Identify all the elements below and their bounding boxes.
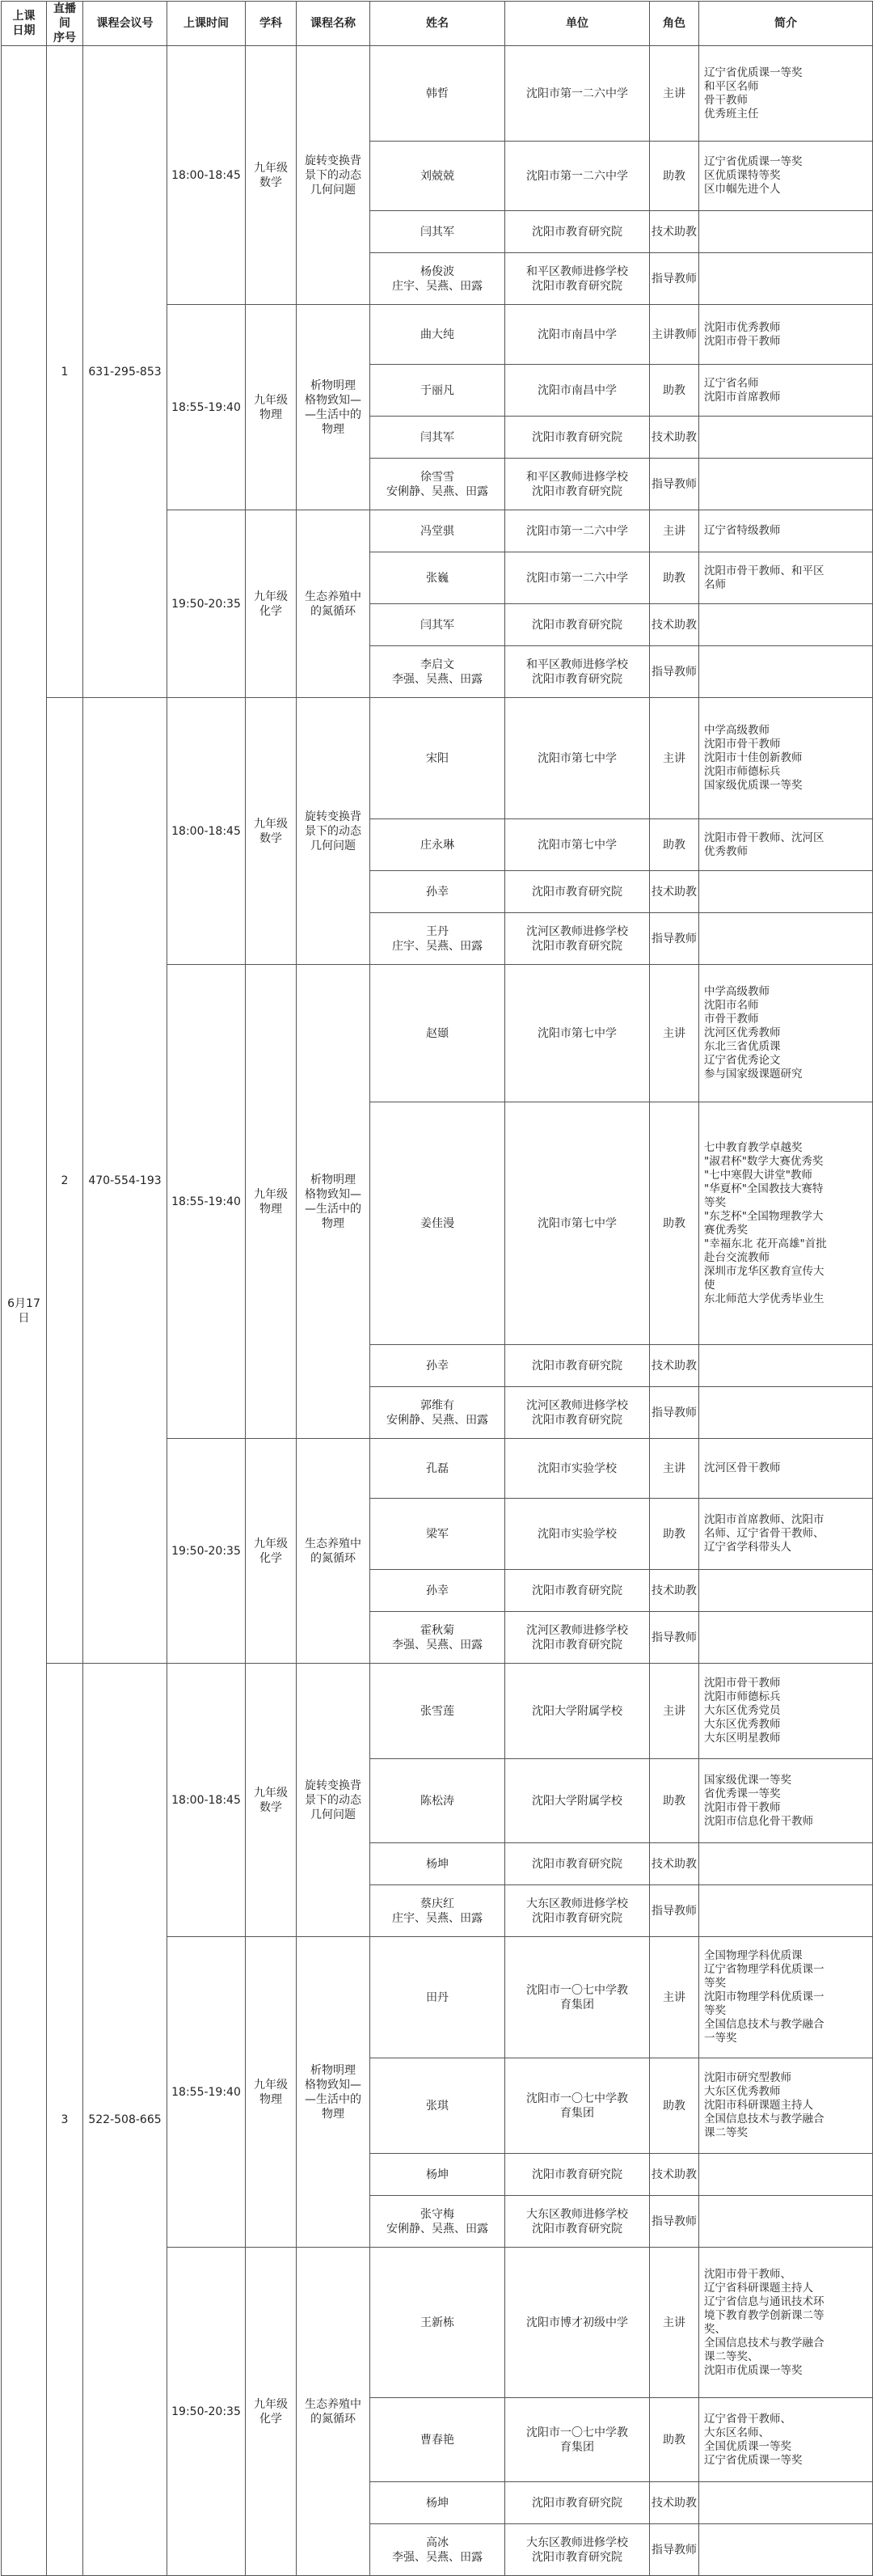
person-role: 技术助教 <box>650 211 699 253</box>
person-role: 指导教师 <box>650 459 699 510</box>
person-name: 刘兢兢 <box>370 142 505 211</box>
person-name: 闫其军 <box>370 417 505 459</box>
person-role: 主讲 <box>650 46 699 142</box>
table-row <box>2 46 873 142</box>
person-intro: 中学高级教师 沈阳市骨干教师 沈阳市十佳创新教师 沈阳市师德标兵 国家级优质课一等奖 <box>699 698 873 819</box>
header-row <box>2 2 873 46</box>
person-org: 沈阳市第七中学 <box>505 698 650 819</box>
person-org: 沈阳市第七中学 <box>505 819 650 871</box>
person-org: 沈阳市一〇七中学教 育集团 <box>505 1937 650 2058</box>
session-seq: 2 <box>47 698 83 1664</box>
person-intro: 辽宁省名师 沈阳市首席教师 <box>699 365 873 417</box>
person-role: 指导教师 <box>650 1885 699 1937</box>
person-name: 孙幸 <box>370 1345 505 1387</box>
person-name: 闫其军 <box>370 211 505 253</box>
header-time: 上课时间 <box>167 2 246 46</box>
header-date: 上课 日期 <box>2 2 47 46</box>
class-time: 18:55-19:40 <box>167 305 246 510</box>
person-org: 沈阳市第一二六中学 <box>505 46 650 142</box>
person-org: 和平区教师进修学校 沈阳市教育研究院 <box>505 459 650 510</box>
person-intro <box>699 604 873 646</box>
person-name: 霍秋菊 李强、吴燕、田露 <box>370 1612 505 1664</box>
person-intro: 沈阳市骨干教师、沈河区 优秀教师 <box>699 819 873 871</box>
person-org: 沈阳大学附属学校 <box>505 1759 650 1843</box>
class-subject: 九年级 数学 <box>246 1664 297 1937</box>
person-name: 杨坤 <box>370 1843 505 1885</box>
person-name: 张守梅 安俐静、吴燕、田露 <box>370 2196 505 2248</box>
course-name: 析物明理 格物致知— —生活中的 物理 <box>297 305 370 510</box>
session-seq: 3 <box>47 1664 83 2576</box>
date-cell: 6月17日 <box>2 46 47 2576</box>
person-intro <box>699 2196 873 2248</box>
person-name: 王丹 庄宇、吴燕、田露 <box>370 913 505 965</box>
person-name: 赵頲 <box>370 965 505 1102</box>
person-intro: 辽宁省优质课一等奖 区优质课特等奖 区巾帼先进个人 <box>699 142 873 211</box>
header-intro: 简介 <box>699 2 873 46</box>
person-intro: 中学高级教师 沈阳市名师 市骨干教师 沈河区优秀教师 东北三省优质课 辽宁省优秀论文 参与国家级课题研究 <box>699 965 873 1102</box>
person-org: 沈阳市南昌中学 <box>505 365 650 417</box>
class-time: 19:50-20:35 <box>167 1439 246 1664</box>
person-role: 主讲教师 <box>650 305 699 365</box>
person-role: 技术助教 <box>650 1570 699 1612</box>
person-role: 助教 <box>650 1102 699 1345</box>
person-name: 张雪莲 <box>370 1664 505 1759</box>
person-org: 沈阳市实验学校 <box>505 1439 650 1499</box>
person-org: 沈阳市第七中学 <box>505 1102 650 1345</box>
person-intro <box>699 646 873 698</box>
person-name: 田丹 <box>370 1937 505 2058</box>
header-subject: 学科 <box>246 2 297 46</box>
person-intro <box>699 211 873 253</box>
person-role: 指导教师 <box>650 913 699 965</box>
person-name: 杨俊波 庄宇、吴燕、田露 <box>370 253 505 305</box>
person-intro: 沈阳市研究型教师 大东区优秀教师 沈阳市科研课题主持人 全国信息技术与教学融合 课二等奖 <box>699 2058 873 2154</box>
person-name: 曲大纯 <box>370 305 505 365</box>
person-intro <box>699 1387 873 1439</box>
person-role: 主讲 <box>650 510 699 552</box>
person-intro: 辽宁省优质课一等奖 和平区名师 骨干教师 优秀班主任 <box>699 46 873 142</box>
person-org: 沈阳大学附属学校 <box>505 1664 650 1759</box>
person-org: 沈阳市教育研究院 <box>505 417 650 459</box>
table-row <box>2 698 873 819</box>
person-role: 指导教师 <box>650 2524 699 2576</box>
person-role: 技术助教 <box>650 1345 699 1387</box>
person-org: 沈河区教师进修学校 沈阳市教育研究院 <box>505 1612 650 1664</box>
course-name: 旋转变换背 景下的动态 几何问题 <box>297 1664 370 1937</box>
person-org: 沈阳市教育研究院 <box>505 604 650 646</box>
person-org: 沈阳市第一二六中学 <box>505 552 650 604</box>
person-name: 庄永琳 <box>370 819 505 871</box>
schedule-body <box>2 46 873 2576</box>
person-name: 郭维有 安俐静、吴燕、田露 <box>370 1387 505 1439</box>
header-meeting: 课程会议号 <box>83 2 167 46</box>
person-intro: 辽宁省特级教师 <box>699 510 873 552</box>
course-name: 生态养殖中 的氮循环 <box>297 1439 370 1664</box>
schedule-table <box>1 1 873 2576</box>
course-name: 旋转变换背 景下的动态 几何问题 <box>297 698 370 965</box>
class-time: 18:00-18:45 <box>167 698 246 965</box>
header-seq: 直播间 序号 <box>47 2 83 46</box>
person-role: 指导教师 <box>650 253 699 305</box>
person-role: 指导教师 <box>650 1612 699 1664</box>
person-org: 沈阳市教育研究院 <box>505 2482 650 2524</box>
person-name: 蔡庆红 庄宇、吴燕、田露 <box>370 1885 505 1937</box>
person-org: 沈阳市博才初级中学 <box>505 2248 650 2398</box>
header-course: 课程名称 <box>297 2 370 46</box>
person-role: 技术助教 <box>650 871 699 913</box>
person-intro: 辽宁省骨干教师、 大东区名师、 全国优质课一等奖 辽宁省优质课一等奖 <box>699 2398 873 2482</box>
person-name: 王新栋 <box>370 2248 505 2398</box>
person-name: 张巍 <box>370 552 505 604</box>
person-intro <box>699 2482 873 2524</box>
person-role: 技术助教 <box>650 2482 699 2524</box>
person-intro <box>699 459 873 510</box>
header-role: 角色 <box>650 2 699 46</box>
person-org: 沈阳市教育研究院 <box>505 1843 650 1885</box>
person-org: 沈阳市实验学校 <box>505 1499 650 1570</box>
person-org: 沈阳市第一二六中学 <box>505 142 650 211</box>
person-intro <box>699 1612 873 1664</box>
person-intro <box>699 2524 873 2576</box>
person-name: 宋阳 <box>370 698 505 819</box>
person-role: 助教 <box>650 1499 699 1570</box>
person-intro <box>699 1570 873 1612</box>
person-name: 韩哲 <box>370 46 505 142</box>
person-intro: 国家级优课一等奖 省优秀课一等奖 沈阳市骨干教师 沈阳市信息化骨干教师 <box>699 1759 873 1843</box>
person-name: 杨坤 <box>370 2482 505 2524</box>
person-intro: 沈阳市骨干教师 沈阳市师德标兵 大东区优秀党员 大东区优秀教师 大东区明星教师 <box>699 1664 873 1759</box>
person-role: 指导教师 <box>650 2196 699 2248</box>
person-intro: 七中教育教学卓越奖 "淑君杯"数学大赛优秀奖 "七中寒假大讲堂"教师 "华夏杯"全国教技大赛特 等奖 "东芝杯"全国物理教学大 赛优秀奖 "幸福东北 花开高雄"首批 赴台交流教师 深圳市龙华区教育宣传大 使 东北师范大学优秀毕业生 <box>699 1102 873 1345</box>
person-role: 主讲 <box>650 1937 699 2058</box>
person-intro: 沈阳市骨干教师、和平区 名师 <box>699 552 873 604</box>
class-subject: 九年级 化学 <box>246 2248 297 2576</box>
person-intro <box>699 2154 873 2196</box>
person-org: 沈阳市教育研究院 <box>505 871 650 913</box>
class-time: 18:55-19:40 <box>167 965 246 1439</box>
class-subject: 九年级 数学 <box>246 46 297 305</box>
person-intro <box>699 1843 873 1885</box>
course-name: 析物明理 格物致知— —生活中的 物理 <box>297 965 370 1439</box>
person-role: 助教 <box>650 2398 699 2482</box>
person-org: 沈阳市教育研究院 <box>505 1345 650 1387</box>
course-name: 析物明理 格物致知— —生活中的 物理 <box>297 1937 370 2248</box>
class-subject: 九年级 物理 <box>246 1937 297 2248</box>
person-role: 技术助教 <box>650 417 699 459</box>
person-org: 沈阳市一〇七中学教 育集团 <box>505 2058 650 2154</box>
person-intro <box>699 1345 873 1387</box>
person-name: 徐雪雪 安俐静、吴燕、田露 <box>370 459 505 510</box>
person-org: 大东区教师进修学校 沈阳市教育研究院 <box>505 2196 650 2248</box>
person-role: 指导教师 <box>650 646 699 698</box>
person-org: 沈阳市一〇七中学教 育集团 <box>505 2398 650 2482</box>
person-intro <box>699 253 873 305</box>
person-intro: 全国物理学科优质课 辽宁省物理学科优质课一 等奖 沈阳市物理学科优质课一 等奖 全国信息技术与教学融合 一等奖 <box>699 1937 873 2058</box>
person-name: 高冰 李强、吴燕、田露 <box>370 2524 505 2576</box>
person-name: 孙幸 <box>370 871 505 913</box>
class-time: 18:00-18:45 <box>167 46 246 305</box>
class-subject: 九年级 数学 <box>246 698 297 965</box>
course-name: 旋转变换背 景下的动态 几何问题 <box>297 46 370 305</box>
person-org: 和平区教师进修学校 沈阳市教育研究院 <box>505 253 650 305</box>
person-intro <box>699 1885 873 1937</box>
person-org: 沈阳市教育研究院 <box>505 2154 650 2196</box>
class-subject: 九年级 化学 <box>246 1439 297 1664</box>
person-role: 助教 <box>650 2058 699 2154</box>
class-subject: 九年级 物理 <box>246 965 297 1439</box>
person-role: 主讲 <box>650 1664 699 1759</box>
person-name: 姜佳漫 <box>370 1102 505 1345</box>
person-intro: 沈河区骨干教师 <box>699 1439 873 1499</box>
person-name: 于丽凡 <box>370 365 505 417</box>
person-org: 沈河区教师进修学校 沈阳市教育研究院 <box>505 1387 650 1439</box>
table-row <box>2 1664 873 1759</box>
person-org: 沈河区教师进修学校 沈阳市教育研究院 <box>505 913 650 965</box>
person-name: 孙幸 <box>370 1570 505 1612</box>
person-role: 主讲 <box>650 698 699 819</box>
person-name: 张琪 <box>370 2058 505 2154</box>
person-org: 沈阳市第一二六中学 <box>505 510 650 552</box>
meeting-number: 522-508-665 <box>83 1664 167 2576</box>
class-time: 19:50-20:35 <box>167 2248 246 2576</box>
person-intro: 沈阳市首席教师、沈阳市 名师、辽宁省骨干教师、 辽宁省学科带头人 <box>699 1499 873 1570</box>
person-name: 李启文 李强、吴燕、田露 <box>370 646 505 698</box>
person-org: 大东区教师进修学校 沈阳市教育研究院 <box>505 2524 650 2576</box>
person-intro <box>699 871 873 913</box>
person-org: 沈阳市第七中学 <box>505 965 650 1102</box>
person-name: 冯堂骐 <box>370 510 505 552</box>
course-name: 生态养殖中 的氮循环 <box>297 510 370 698</box>
header-name: 姓名 <box>370 2 505 46</box>
class-time: 18:55-19:40 <box>167 1937 246 2248</box>
class-time: 19:50-20:35 <box>167 510 246 698</box>
person-name: 杨坤 <box>370 2154 505 2196</box>
person-intro <box>699 913 873 965</box>
person-name: 孔磊 <box>370 1439 505 1499</box>
person-role: 助教 <box>650 142 699 211</box>
person-role: 助教 <box>650 1759 699 1843</box>
person-role: 主讲 <box>650 2248 699 2398</box>
class-subject: 九年级 化学 <box>246 510 297 698</box>
person-org: 沈阳市南昌中学 <box>505 305 650 365</box>
session-seq: 1 <box>47 46 83 698</box>
person-role: 主讲 <box>650 1439 699 1499</box>
person-org: 沈阳市教育研究院 <box>505 1570 650 1612</box>
meeting-number: 631-295-853 <box>83 46 167 698</box>
person-org: 大东区教师进修学校 沈阳市教育研究院 <box>505 1885 650 1937</box>
person-role: 技术助教 <box>650 604 699 646</box>
person-role: 助教 <box>650 552 699 604</box>
person-org: 沈阳市教育研究院 <box>505 211 650 253</box>
meeting-number: 470-554-193 <box>83 698 167 1664</box>
person-intro: 沈阳市骨干教师、 辽宁省科研课题主持人 辽宁省信息与通讯技术环 境下教育教学创新课二等 奖、 全国信息技术与教学融合 课二等奖、 沈阳市优质课一等奖 <box>699 2248 873 2398</box>
person-role: 技术助教 <box>650 2154 699 2196</box>
person-intro <box>699 417 873 459</box>
class-time: 18:00-18:45 <box>167 1664 246 1937</box>
class-subject: 九年级 物理 <box>246 305 297 510</box>
person-org: 和平区教师进修学校 沈阳市教育研究院 <box>505 646 650 698</box>
course-name: 生态养殖中 的氮循环 <box>297 2248 370 2576</box>
person-role: 技术助教 <box>650 1843 699 1885</box>
person-role: 主讲 <box>650 965 699 1102</box>
header-org: 单位 <box>505 2 650 46</box>
person-name: 闫其军 <box>370 604 505 646</box>
person-role: 指导教师 <box>650 1387 699 1439</box>
person-intro: 沈阳市优秀教师 沈阳市骨干教师 <box>699 305 873 365</box>
person-role: 助教 <box>650 819 699 871</box>
person-name: 梁军 <box>370 1499 505 1570</box>
person-name: 曹春艳 <box>370 2398 505 2482</box>
person-role: 助教 <box>650 365 699 417</box>
person-name: 陈松涛 <box>370 1759 505 1843</box>
